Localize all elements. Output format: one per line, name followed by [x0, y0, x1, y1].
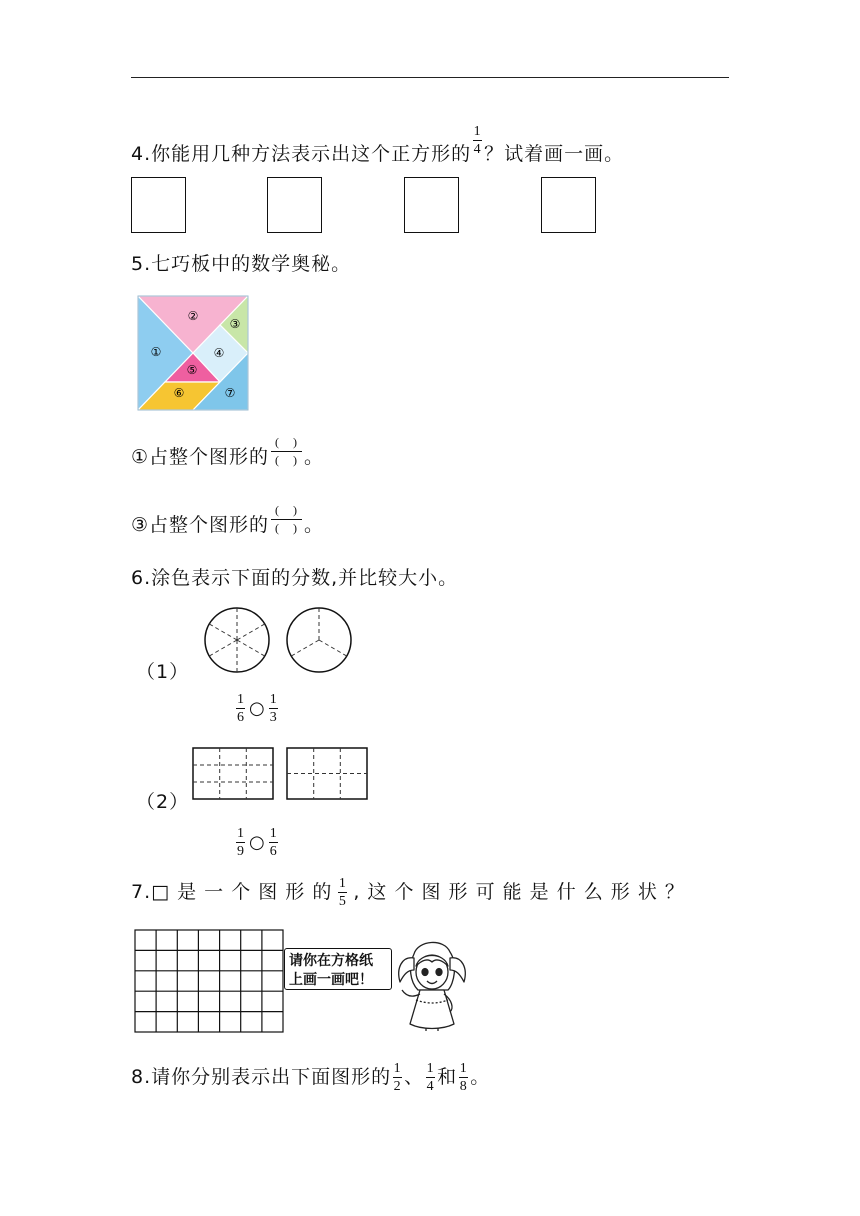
- q5-sub2-blank[interactable]: [271, 503, 302, 536]
- q6-part1-compare: [234, 692, 280, 725]
- q7-text-after: , 这 个 图 形 可 能 是 什 么 形 状 ？: [353, 881, 685, 903]
- q5-sub2-blank-den: ( ): [275, 521, 299, 535]
- q6-p1-right-num: 1: [269, 692, 277, 707]
- q6-p1-right-den: 3: [269, 710, 277, 725]
- q6-text: 涂色表示下面的分数,并比较大小。: [151, 567, 459, 589]
- q7-fraction-num: 1: [338, 876, 347, 891]
- q7-note-line2: 上画一画吧！: [289, 971, 373, 987]
- q5-label: 5.: [131, 253, 152, 275]
- q5-sub1-end: 。: [304, 446, 325, 468]
- question-4: [131, 124, 625, 171]
- q4-square-3[interactable]: [404, 177, 459, 233]
- tangram-label-2: ②: [187, 309, 199, 323]
- q4-label: 4.: [131, 143, 152, 165]
- question-5: [131, 252, 351, 276]
- q8-f1-num: 1: [393, 1061, 402, 1076]
- q6-label: 6.: [131, 567, 152, 589]
- q6-part1-circles: [204, 606, 354, 676]
- q7-note-line1: 请你在方格纸: [289, 952, 373, 968]
- tangram-label-4: ④: [213, 346, 225, 360]
- tangram-label-7: ⑦: [224, 386, 236, 400]
- tangram-label-6: ⑥: [173, 386, 185, 400]
- grid-paper[interactable]: [134, 929, 286, 1035]
- question-8: [131, 1061, 490, 1094]
- q6-p2-left-num: 1: [237, 826, 244, 841]
- circle-sixths[interactable]: [205, 608, 269, 672]
- q4-square-1[interactable]: [131, 177, 186, 233]
- q8-text-before: 请你分别表示出下面图形的: [151, 1066, 392, 1088]
- q4-text-before: 你能用几种方法表示出这个正方形的: [151, 143, 472, 165]
- tangram-label-1: ①: [150, 345, 162, 359]
- rect-ninths[interactable]: [193, 748, 273, 799]
- q7-fraction: [338, 876, 347, 909]
- q6-p2-compare-circle[interactable]: ○: [249, 832, 265, 853]
- q8-f2-den: 4: [426, 1079, 435, 1094]
- q6-part1-label: （1）: [136, 661, 190, 683]
- q8-f2-num: 1: [426, 1061, 435, 1076]
- q8-label: 8.: [131, 1066, 152, 1088]
- q8-sep: 、: [404, 1066, 425, 1088]
- q4-fraction-den: 4: [473, 142, 482, 157]
- q7-fraction-den: 5: [338, 894, 347, 909]
- circle-thirds[interactable]: [287, 608, 351, 672]
- speech-bubble: [284, 948, 392, 990]
- q4-square-4[interactable]: [541, 177, 596, 233]
- q6-p2-right-num: 1: [269, 826, 277, 841]
- girl-illustration: [392, 940, 474, 1032]
- question-6: [131, 566, 458, 590]
- tangram-label-3: ③: [229, 317, 241, 331]
- header-rule: [131, 77, 729, 78]
- q4-fraction-num: 1: [473, 124, 482, 139]
- q6-part2-label: （2）: [136, 791, 190, 813]
- q5-text: 七巧板中的数学奥秘。: [151, 253, 352, 275]
- q5-sub2-text: ③占整个图形的: [131, 514, 270, 536]
- q5-sub1-blank[interactable]: [271, 435, 302, 468]
- q5-sub-1: [131, 435, 325, 474]
- q4-text-after: ？试着画一画。: [484, 143, 625, 165]
- q6-part2-rectangles: [192, 746, 372, 802]
- q8-f3-num: 1: [459, 1061, 468, 1076]
- q8-fraction-1: [393, 1061, 402, 1094]
- q8-f3-den: 8: [459, 1079, 468, 1094]
- q5-sub2-end: 。: [304, 514, 325, 536]
- q5-sub1-blank-num: ( ): [275, 435, 299, 449]
- q6-p2-left-den: 9: [237, 844, 244, 859]
- q6-p1-left-num: 1: [237, 692, 244, 707]
- q4-square-2[interactable]: [267, 177, 322, 233]
- q6-p1-left-den: 6: [237, 710, 244, 725]
- q5-sub-2: [131, 503, 325, 542]
- tangram-figure: [138, 296, 248, 410]
- q8-and: 和: [437, 1066, 458, 1088]
- q5-sub1-text: ①占整个图形的: [131, 446, 270, 468]
- q7-label: 7.: [131, 881, 152, 903]
- rect-sixths[interactable]: [287, 748, 367, 799]
- q4-fraction: [473, 124, 482, 157]
- q8-fraction-3: [459, 1061, 468, 1094]
- q5-sub2-blank-num: ( ): [275, 503, 299, 517]
- q8-fraction-2: [426, 1061, 435, 1094]
- q6-p1-compare-circle[interactable]: ○: [249, 698, 265, 719]
- q8-end: 。: [470, 1066, 491, 1088]
- q6-part2-compare: [234, 826, 280, 859]
- q6-p2-right-den: 6: [269, 844, 277, 859]
- q5-sub1-blank-den: ( ): [275, 453, 299, 467]
- tangram-label-5: ⑤: [186, 363, 198, 377]
- q7-text-before: □ 是 一 个 图 形 的: [151, 881, 333, 903]
- question-7: [131, 876, 685, 909]
- q8-f1-den: 2: [393, 1079, 402, 1094]
